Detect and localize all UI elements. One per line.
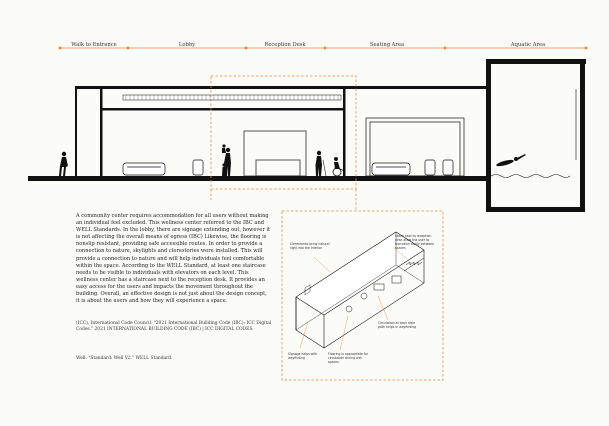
swimmer-icon xyxy=(496,154,526,167)
callout-stair: Stairs next to reception desk allow the user to transition easily between spaces xyxy=(395,234,435,250)
zone-label-reception: Reception Desk xyxy=(264,42,306,48)
reference-well: Well. "Standard: Well V2." WELL Standard. xyxy=(76,356,173,361)
zone-label-lobby: Lobby xyxy=(178,42,196,48)
callout-skylights: Clerestories bring natural light into the interior xyxy=(290,242,330,250)
ground-slab xyxy=(28,176,488,181)
zone-label-aquatic: Aquatic Area xyxy=(510,42,546,48)
zone-label-walk: Walk to Entrance xyxy=(71,42,117,48)
zone-label-seating: Seating Area xyxy=(369,42,405,48)
callout-flooring: Flooring is appropriate for circulation during wet spaces xyxy=(328,352,369,364)
armchair-icon xyxy=(193,160,453,175)
walking-person-icon xyxy=(59,152,68,176)
reception-highlight-frame xyxy=(211,76,356,189)
callout-egress: Circulation at back aisle path helps in wayfinding xyxy=(378,321,417,329)
clerestory-baffle xyxy=(123,95,341,100)
callout-signage: Signage helps with wayfinding xyxy=(288,352,318,360)
person-with-cane-icon xyxy=(316,151,327,176)
sofa-icon xyxy=(123,163,410,175)
reference-icc: (ICC), International Code Council. "2021 International Building Code (IBC): ICC Digital Codes." 2021 INTERNATIONAL BUILDING CODE (IBC) | ICC DIGITAL CODES. xyxy=(76,321,272,332)
zone-dimension-line xyxy=(59,47,587,49)
narrative-text: A community center requires accommodation for all users without making an individual feel excluded. This wellness center referred to the IBC and WELL Standards. In the lobby, there are signage extending out, however it is not affecting the overall means of egress (IBC) Likewise, the flooring is nonslip resistant, providing safe accessible routes. In order to provide a connection to nature, skylights and clerestories were installed. This will provide a connection to nature and will help individuals feel comfortable within the space. According to the WELL Standard, at least one staircase needs to be visible to individuals with elevators on each level. This wellness center has a staircase next to the reception desk. It provides an easy access for the users and impacts the movement throughout the building. Overall, an effective design is not just about the design concept, it is about the users and how they will experience a space. xyxy=(76,213,271,305)
parent-child-icon xyxy=(222,144,231,176)
pool xyxy=(486,59,586,212)
